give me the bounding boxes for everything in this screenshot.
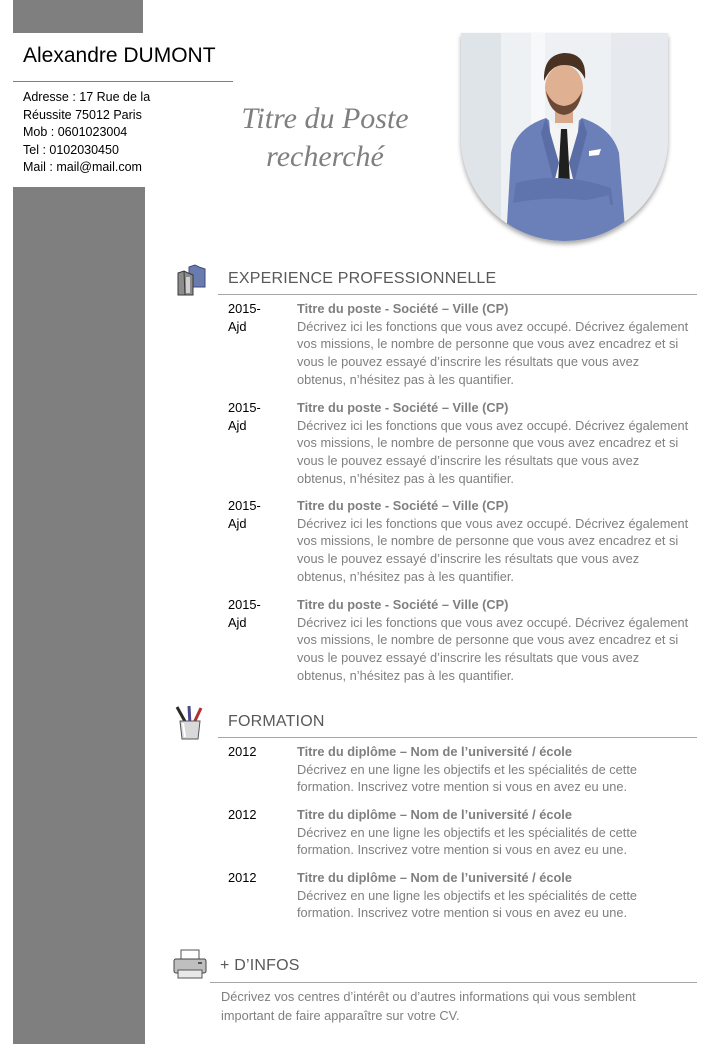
sidebar-block <box>13 187 145 1044</box>
entry-heading: Titre du poste - Société – Ville (CP) <box>297 597 509 612</box>
section-divider-formation <box>218 737 697 738</box>
entry-text: Décrivez ici les fonctions que vous avez occupé. Décrivez également vos missions, le nombre de personne que vous avez encadrez et si vous le pouvez essayé d’inscrire les résultats que vous avez obtenus, n’hésitez pas à les quantifier. <box>297 515 689 584</box>
entry-heading: Titre du poste - Société – Ville (CP) <box>297 400 509 415</box>
entry-text: Décrivez en une ligne les objectifs et les spécialités de cette formation. Inscrivez votre mention si vous en avez eu une. <box>297 824 638 858</box>
infos-text: Décrivez vos centres d’intérêt ou d’autres informations qui vous semblent important de faire apparaître sur votre CV. <box>221 989 636 1023</box>
address-line-1: Adresse : 17 Rue de la <box>23 90 151 104</box>
entry-text: Décrivez ici les fonctions que vous avez occupé. Décrivez également vos missions, le nombre de personne que vous avez encadrez et si vous le pouvez essayé d’inscrire les résultats que vous avez obtenus, n’hésitez pas à les quantifier. <box>297 318 689 387</box>
candidate-name: Alexandre DUMONT <box>23 44 216 67</box>
entry-body <box>297 869 689 922</box>
entry-heading: Titre du diplôme – Nom de l’université / école <box>297 744 572 759</box>
entry-heading: Titre du diplôme – Nom de l’université / école <box>297 870 572 885</box>
entry-heading: Titre du diplôme – Nom de l’université / école <box>297 807 572 822</box>
date-end: Ajd <box>228 515 247 531</box>
entry-date: 2012 <box>228 744 257 759</box>
entry-date <box>228 300 288 335</box>
shirts-icon <box>175 263 209 302</box>
contact-block <box>23 89 150 177</box>
tel-number: Tel : 0102030450 <box>23 142 119 157</box>
job-title-line-2: recherché <box>266 140 384 173</box>
job-title-line-1: Titre du Poste <box>241 102 409 135</box>
section-divider-infos <box>210 982 697 983</box>
section-divider-experience <box>218 294 697 295</box>
section-title-experience: EXPERIENCE PROFESSIONNELLE <box>228 270 497 287</box>
entry-body <box>297 596 689 685</box>
printer-icon <box>172 948 208 985</box>
entry-heading: Titre du poste - Société – Ville (CP) <box>297 301 509 316</box>
mobile-number: Mob : 0601023004 <box>23 125 128 140</box>
job-title <box>205 100 445 176</box>
name-divider <box>13 81 233 82</box>
date-end: Ajd <box>228 614 247 630</box>
entry-date <box>228 497 288 532</box>
address-line-2: Réussite 75012 Paris <box>23 107 142 122</box>
entry-date: 2012 <box>228 870 257 885</box>
entry-text: Décrivez en une ligne les objectifs et les spécialités de cette formation. Inscrivez votre mention si vous en avez eu une. <box>297 887 638 921</box>
entry-date <box>228 399 288 434</box>
profile-photo <box>461 33 668 241</box>
entry-body <box>297 300 689 389</box>
entry-date: 2012 <box>228 807 257 822</box>
entry-body <box>297 806 689 859</box>
date-start: 2015- <box>228 301 261 316</box>
entry-heading: Titre du poste - Société – Ville (CP) <box>297 498 509 513</box>
entry-body <box>297 497 689 586</box>
entry-text: Décrivez en une ligne les objectifs et les spécialités de cette formation. Inscrivez votre mention si vous en avez eu une. <box>297 761 638 795</box>
date-end: Ajd <box>228 318 247 334</box>
entry-date <box>228 596 288 631</box>
email-address: Mail : mail@mail.com <box>23 160 142 175</box>
date-end: Ajd <box>228 417 247 433</box>
section-title-infos: + D’INFOS <box>220 957 300 974</box>
entry-text: Décrivez ici les fonctions que vous avez occupé. Décrivez également vos missions, le nombre de personne que vous avez encadrez et si vous le pouvez essayé d’inscrire les résultats que vous avez obtenus, n’hésitez pas à les quantifier. <box>297 417 689 486</box>
entry-body <box>297 743 689 796</box>
pencil-cup-icon <box>173 705 207 746</box>
date-start: 2015- <box>228 597 261 612</box>
date-start: 2015- <box>228 400 261 415</box>
section-title-formation: FORMATION <box>228 713 325 730</box>
entry-text: Décrivez ici les fonctions que vous avez occupé. Décrivez également vos missions, le nombre de personne que vous avez encadrez et si vous le pouvez essayé d’inscrire les résultats que vous avez obtenus, n’hésitez pas à les quantifier. <box>297 614 689 683</box>
sidebar-top-block <box>13 0 143 33</box>
date-start: 2015- <box>228 498 261 513</box>
entry-body <box>297 399 689 488</box>
